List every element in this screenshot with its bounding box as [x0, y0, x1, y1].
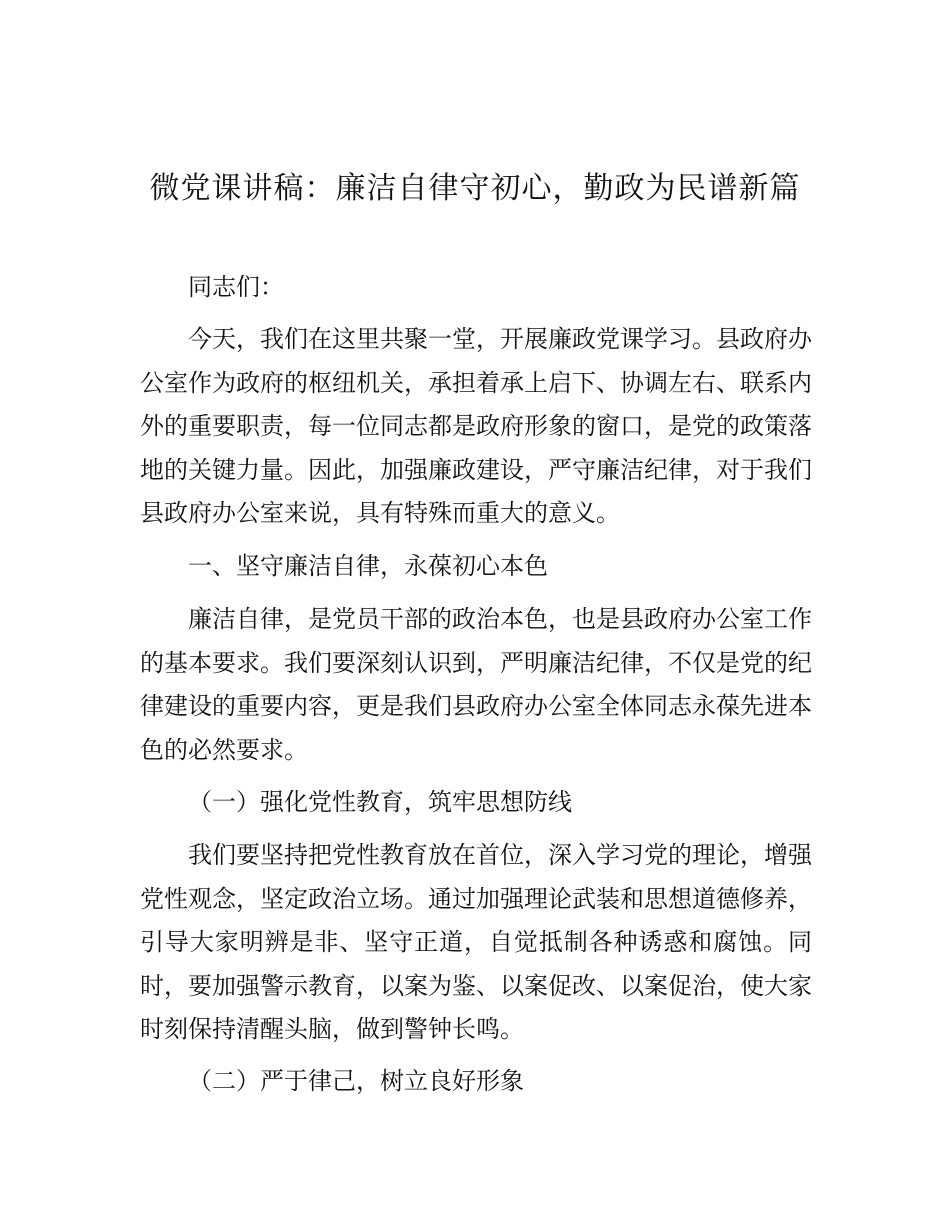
paragraph-subsection-1: 我们要坚持把党性教育放在首位，深入学习党的理论，增强党性观念，坚定政治立场。通过加强理论武装和思想道德修养，引导大家明辨是非、坚守正道，自觉抵制各种诱惑和腐蚀。同时，要加强警示教育，以案为鉴、以案促改、以案促治，使大家时刻保持清醒头脑，做到警钟长鸣。 [140, 841, 812, 1043]
paragraph-intro: 今天，我们在这里共聚一堂，开展廉政党课学习。县政府办公室作为政府的枢纽机关，承担着承上启下、协调左右、联系内外的重要职责，每一位同志都是政府形象的窗口，是党的政策落地的关键力量。因此，加强廉政建设，严守廉洁纪律，对于我们县政府办公室来说，具有特殊而重大的意义。 [140, 325, 812, 527]
subsection-heading-1: （一）强化党性教育，筑牢思想防线 [188, 788, 572, 816]
greeting: 同志们： [188, 273, 284, 301]
paragraph-section-1: 廉洁自律，是党员干部的政治本色，也是县政府办公室工作的基本要求。我们要深刻认识到，严明廉洁纪律，不仅是党的纪律建设的重要内容，更是我们县政府办公室全体同志永葆先进本色的必然要求。 [140, 605, 812, 764]
section-heading-1: 一、坚守廉洁自律，永葆初心本色 [188, 552, 548, 580]
subsection-heading-2: （二）严于律己，树立良好形象 [188, 1067, 524, 1095]
document-title: 微党课讲稿：廉洁自律守初心，勤政为民谱新篇 [149, 171, 801, 206]
